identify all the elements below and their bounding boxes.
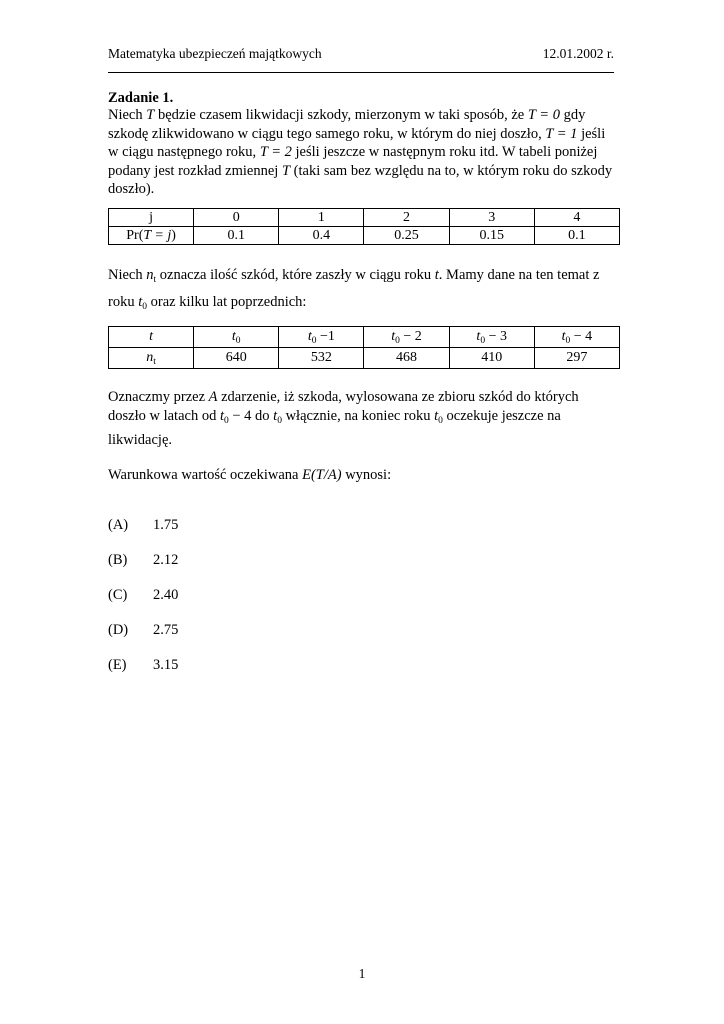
table-cell: 0.15 <box>449 227 534 245</box>
table-cell: 4 <box>534 209 619 227</box>
table-cell: 0.1 <box>194 227 279 245</box>
math-t-equals-1: T = 1 <box>545 125 578 142</box>
table-cell: 0.4 <box>279 227 364 245</box>
table-cell: 1 <box>279 209 364 227</box>
claims-count-table <box>108 326 620 369</box>
answer-option-b: (B) 2.12 <box>108 552 179 568</box>
table-cell: 297 <box>534 348 619 369</box>
answer-option-a: (A) 1.75 <box>108 517 179 533</box>
distribution-probability-row <box>109 227 620 245</box>
problem-intro-paragraph: Niech T będzie czasem likwidacji szkody, mierzonym w taki sposób, że T = 0 gdy szkodę zlikwidowano w ciągu tego samego roku, w którym do niej doszło, T = 1 jeśli w ciągu następnego roku, T = 2 jeśli jeszcze w następnym roku itd. W tabeli poniżej podany jest rozkład zmiennej T (taki sam bez względu na to, w którym roku do szkody doszło). <box>108 107 613 198</box>
header-divider <box>108 72 614 73</box>
table-cell: j <box>109 209 194 227</box>
header-date: 12.01.2002 r. <box>542 46 614 61</box>
header-course-title: Matematyka ubezpieczeń majątkowych <box>108 46 322 61</box>
math-conditional-expectation: E(T/A) <box>302 467 342 483</box>
claims-year-row <box>109 327 620 348</box>
table-cell: $t_0 - 3$ <box>449 327 534 348</box>
claims-count-paragraph: Niech $n_t$ oznacza ilość szkód, które zaszły w ciągu roku t. Mamy dane na ten temat z roku $t_0$ oraz kilku lat poprzednich: <box>108 267 600 312</box>
table-cell: 640 <box>194 348 279 369</box>
table-cell: $t_0 - 2$ <box>364 327 449 348</box>
table-cell: $t_0 -1$ <box>279 327 364 348</box>
table-cell: 0.1 <box>534 227 619 245</box>
table-cell: 3 <box>449 209 534 227</box>
answer-option-c: (C) 2.40 <box>108 587 179 603</box>
table-cell: 2 <box>364 209 449 227</box>
table-cell: 0.25 <box>364 227 449 245</box>
table-cell: $n_t$ <box>109 348 194 369</box>
table-cell: t <box>109 327 194 348</box>
table-cell: 468 <box>364 348 449 369</box>
math-t-equals-2: T = 2 <box>259 144 292 161</box>
table-cell: 410 <box>449 348 534 369</box>
distribution-header-row <box>109 209 620 227</box>
problem-title: Zadanie 1. <box>108 90 174 106</box>
distribution-table <box>108 208 620 245</box>
answer-option-e: (E) 3.15 <box>108 657 179 673</box>
math-t-equals-0: T = 0 <box>527 107 560 123</box>
page-number: 1 <box>358 966 366 981</box>
question-paragraph: Warunkowa wartość oczekiwana E(T/A) wynosi: <box>108 467 392 483</box>
claims-count-row <box>109 348 620 369</box>
table-cell: $t_0 - 4$ <box>534 327 619 348</box>
table-cell: 0 <box>194 209 279 227</box>
table-cell: Pr(T = j) <box>109 227 194 245</box>
answer-option-d: (D) 2.75 <box>108 622 179 638</box>
table-cell: 532 <box>279 348 364 369</box>
event-a-paragraph: Oznaczmy przez A zdarzenie, iż szkoda, wylosowana ze zbioru szkód do których doszło w latach od $t_0 - 4$ do $t_0$ włącznie, na koniec roku $t_0$ oczekuje jeszcze na likwidację. <box>108 389 579 448</box>
table-cell: $t_0$ <box>194 327 279 348</box>
